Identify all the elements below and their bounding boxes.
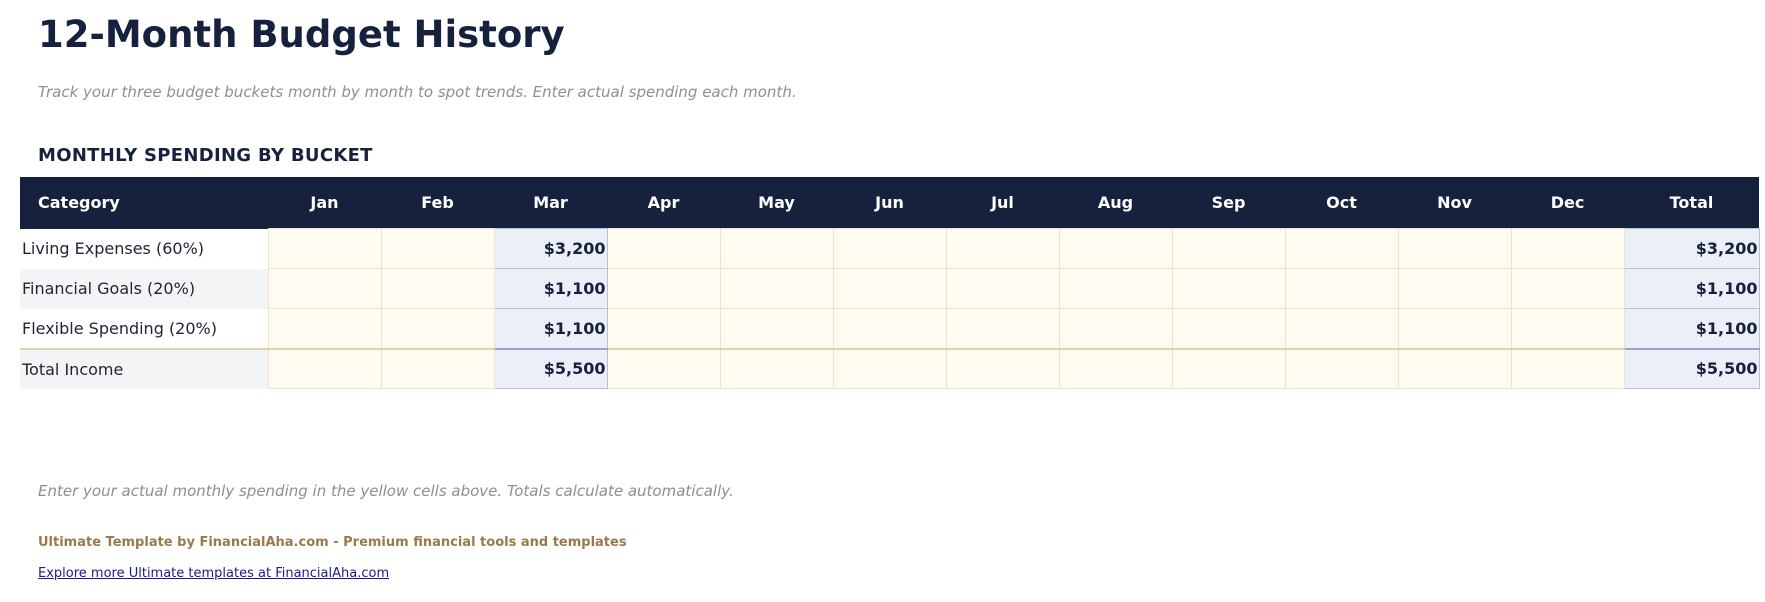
month-cell-dec[interactable] [1511, 269, 1624, 309]
month-cell-jan[interactable] [268, 269, 381, 309]
month-cell-jun[interactable] [833, 309, 946, 349]
month-cell-apr[interactable] [607, 309, 720, 349]
month-cell-jan[interactable] [268, 309, 381, 349]
month-cell-aug[interactable] [1059, 229, 1172, 269]
month-cell-may[interactable] [720, 229, 833, 269]
column-header-sep: Sep [1172, 177, 1285, 229]
column-header-apr: Apr [607, 177, 720, 229]
month-cell-sep[interactable] [1172, 229, 1285, 269]
month-cell-sep[interactable] [1172, 269, 1285, 309]
brand-credit: Ultimate Template by FinancialAha.com - Premium financial tools and templates [38, 535, 627, 550]
month-cell-jul[interactable] [946, 309, 1059, 349]
table-row-financial-goals [20, 269, 1759, 309]
month-cell-aug[interactable] [1059, 349, 1172, 389]
page-title: 12-Month Budget History [38, 13, 565, 56]
row-label: Financial Goals (20%) [20, 269, 268, 309]
month-cell-jul[interactable] [946, 349, 1059, 389]
column-header-aug: Aug [1059, 177, 1172, 229]
month-cell-aug[interactable] [1059, 269, 1172, 309]
row-label: Total Income [20, 349, 268, 389]
column-header-nov: Nov [1398, 177, 1511, 229]
month-cell-dec[interactable] [1511, 309, 1624, 349]
month-cell-feb[interactable] [381, 309, 494, 349]
column-header-dec: Dec [1511, 177, 1624, 229]
month-cell-nov[interactable] [1398, 349, 1511, 389]
explore-templates-link[interactable]: Explore more Ultimate templates at FinancialAha.com [38, 566, 390, 581]
month-cell-apr[interactable] [607, 349, 720, 389]
row-label: Living Expenses (60%) [20, 229, 268, 269]
column-header-mar: Mar [494, 177, 607, 229]
column-header-total: Total [1624, 177, 1759, 229]
month-cell-mar[interactable]: $3,200 [494, 229, 607, 269]
section-title: MONTHLY SPENDING BY BUCKET [38, 145, 373, 166]
month-cell-mar[interactable]: $1,100 [494, 309, 607, 349]
row-total-cell: $3,200 [1624, 229, 1759, 269]
month-cell-jan[interactable] [268, 349, 381, 389]
row-label: Flexible Spending (20%) [20, 309, 268, 349]
column-header-feb: Feb [381, 177, 494, 229]
row-total-cell: $1,100 [1624, 309, 1759, 349]
column-header-jun: Jun [833, 177, 946, 229]
month-cell-aug[interactable] [1059, 309, 1172, 349]
month-cell-nov[interactable] [1398, 269, 1511, 309]
month-cell-jun[interactable] [833, 229, 946, 269]
month-cell-jun[interactable] [833, 349, 946, 389]
month-cell-jul[interactable] [946, 229, 1059, 269]
month-cell-jun[interactable] [833, 269, 946, 309]
month-cell-mar[interactable]: $5,500 [494, 349, 607, 389]
column-header-may: May [720, 177, 833, 229]
table-header-row [20, 177, 1759, 229]
page-subtitle: Track your three budget buckets month by month to spot trends. Enter actual spending each month. [38, 83, 797, 101]
month-cell-nov[interactable] [1398, 229, 1511, 269]
month-cell-mar[interactable]: $1,100 [494, 269, 607, 309]
table-row-flexible-spending [20, 309, 1759, 349]
month-cell-sep[interactable] [1172, 349, 1285, 389]
month-cell-nov[interactable] [1398, 309, 1511, 349]
month-cell-dec[interactable] [1511, 229, 1624, 269]
month-cell-apr[interactable] [607, 229, 720, 269]
month-cell-dec[interactable] [1511, 349, 1624, 389]
month-cell-jan[interactable] [268, 229, 381, 269]
month-cell-oct[interactable] [1285, 349, 1398, 389]
table-row-total-income [20, 349, 1759, 389]
column-header-jan: Jan [268, 177, 381, 229]
month-cell-jul[interactable] [946, 269, 1059, 309]
column-header-jul: Jul [946, 177, 1059, 229]
table-row-living-expenses [20, 229, 1759, 269]
month-cell-feb[interactable] [381, 349, 494, 389]
month-cell-may[interactable] [720, 269, 833, 309]
column-header-oct: Oct [1285, 177, 1398, 229]
row-total-cell: $1,100 [1624, 269, 1759, 309]
month-cell-oct[interactable] [1285, 269, 1398, 309]
month-cell-sep[interactable] [1172, 309, 1285, 349]
month-cell-may[interactable] [720, 349, 833, 389]
month-cell-feb[interactable] [381, 269, 494, 309]
instruction-note: Enter your actual monthly spending in the yellow cells above. Totals calculate automatically. [38, 482, 734, 500]
month-cell-feb[interactable] [381, 229, 494, 269]
column-header-category: Category [20, 177, 268, 229]
budget-history-table [20, 177, 1760, 389]
month-cell-may[interactable] [720, 309, 833, 349]
month-cell-oct[interactable] [1285, 229, 1398, 269]
row-total-cell: $5,500 [1624, 349, 1759, 389]
month-cell-apr[interactable] [607, 269, 720, 309]
month-cell-oct[interactable] [1285, 309, 1398, 349]
